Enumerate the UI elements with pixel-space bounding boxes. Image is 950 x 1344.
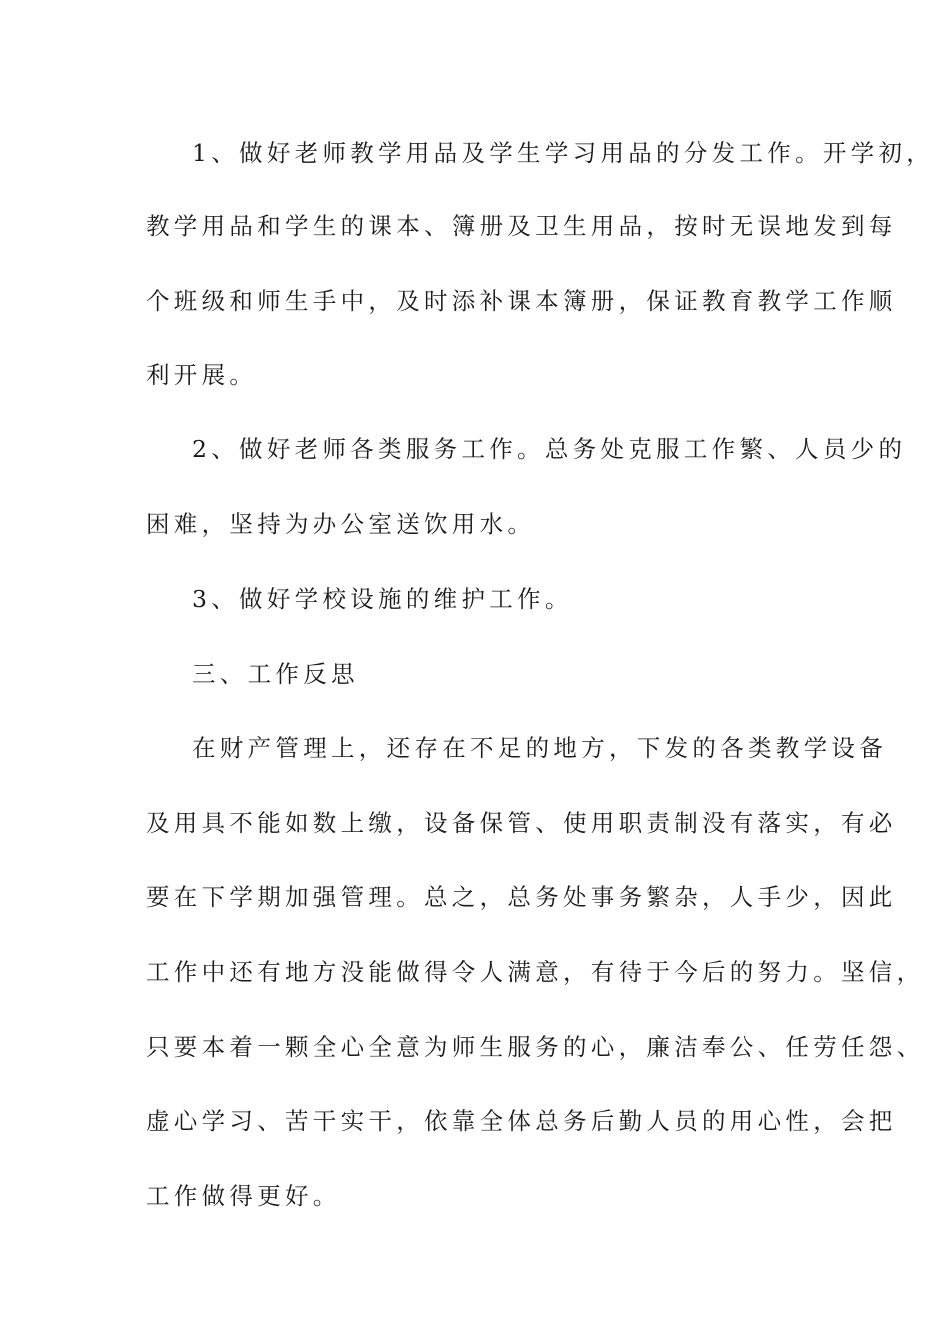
paragraph-1-line-1: 1、做好老师教学用品及学生学习用品的分发工作。开学初， <box>192 139 935 167</box>
paragraph-1-line-3: 个班级和师生手中，及时添补课本簿册，保证教育教学工作顺 <box>146 287 897 315</box>
paragraph-3-line-1: 3、做好学校设施的维护工作。 <box>192 585 573 613</box>
paragraph-2-line-2: 困难，坚持为办公室送饮用水。 <box>146 510 536 538</box>
paragraph-4-line-4: 工作中还有地方没能做得令人满意，有待于今后的努力。坚信， <box>146 958 925 986</box>
paragraph-4-line-7: 工作做得更好。 <box>146 1182 341 1210</box>
paragraph-4-line-6: 虚心学习、苦干实干，依靠全体总务后勤人员的用心性，会把 <box>146 1107 897 1135</box>
paragraph-1-line-2: 教学用品和学生的课本、簿册及卫生用品，按时无误地发到每 <box>146 212 897 240</box>
paragraph-2-line-1: 2、做好老师各类服务工作。总务处克服工作繁、人员少的 <box>192 435 907 463</box>
paragraph-1-line-4: 利开展。 <box>146 361 258 389</box>
section-heading: 三、工作反思 <box>192 660 359 688</box>
paragraph-4-line-2: 及用具不能如数上缴，设备保管、使用职责制没有落实，有必 <box>146 809 897 837</box>
paragraph-4-line-5: 只要本着一颗全心全意为师生服务的心，廉洁奉公、任劳任怨、 <box>146 1033 925 1061</box>
paragraph-4-line-1: 在财产管理上，还存在不足的地方，下发的各类教学设备 <box>192 734 887 762</box>
paragraph-4-line-3: 要在下学期加强管理。总之，总务处事务繁杂，人手少，因此 <box>146 883 897 911</box>
